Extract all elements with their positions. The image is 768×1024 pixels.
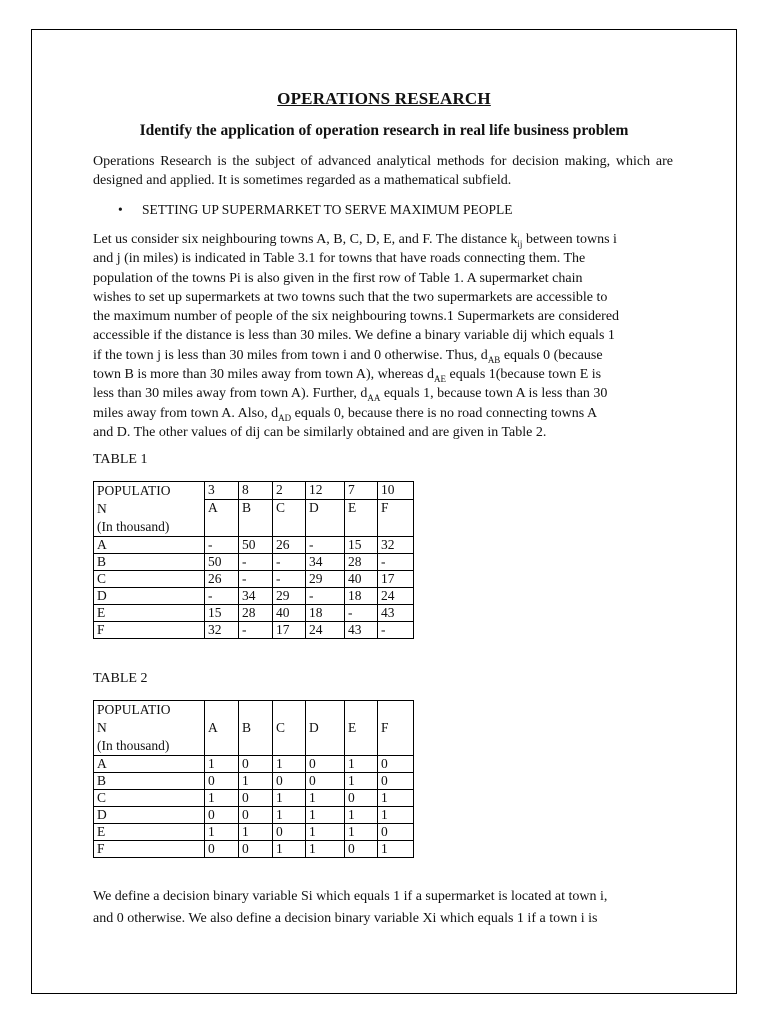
table-cell: 0 xyxy=(205,841,239,858)
table-row xyxy=(94,807,414,824)
table-cell: 1 xyxy=(239,773,273,790)
table-cell: 15 xyxy=(345,537,378,554)
row-label: D xyxy=(94,807,205,824)
table-row xyxy=(94,790,414,807)
table-cell: - xyxy=(378,554,414,571)
town-header-cell: D xyxy=(306,701,345,756)
table-row xyxy=(94,571,414,588)
table-row xyxy=(94,841,414,858)
table-row xyxy=(94,537,414,554)
table-row xyxy=(94,622,414,639)
row-label: A xyxy=(94,537,205,554)
paragraph-line: miles away from town A. Also, $d_{AD}$ equals 0, because there is no road connecting towns A xyxy=(93,405,598,423)
table-cell: 1 xyxy=(345,756,378,773)
problem-paragraph xyxy=(93,230,693,442)
table-cell: 32 xyxy=(205,622,239,639)
bullet-item xyxy=(118,202,512,218)
town-header-cell: B xyxy=(239,701,273,756)
town-header-cell: A xyxy=(205,499,239,536)
bullet-icon: • xyxy=(118,202,123,217)
table-cell: 1 xyxy=(273,756,306,773)
table-cell: 0 xyxy=(273,824,306,841)
table1-header-cell: POPULATIO N (In thousand) xyxy=(94,482,205,537)
table-cell: 18 xyxy=(306,605,345,622)
table-cell: 50 xyxy=(205,554,239,571)
table-row xyxy=(94,588,414,605)
table2-label: TABLE 2 xyxy=(93,671,148,686)
table-cell: 28 xyxy=(345,554,378,571)
row-label: F xyxy=(94,622,205,639)
row-label: E xyxy=(94,605,205,622)
row-label: B xyxy=(94,554,205,571)
table-cell: 1 xyxy=(345,773,378,790)
table-cell: - xyxy=(205,588,239,605)
table-cell: 43 xyxy=(345,622,378,639)
table-cell: 1 xyxy=(273,807,306,824)
town-header-cell: E xyxy=(345,701,378,756)
table-cell: 0 xyxy=(345,790,378,807)
table-cell: - xyxy=(345,605,378,622)
table-cell: 18 xyxy=(345,588,378,605)
row-label: F xyxy=(94,841,205,858)
table-cell: 1 xyxy=(306,824,345,841)
paragraph-line: accessible if the distance is less than 30 miles. We define a binary variable dij which equals 1 xyxy=(93,328,615,344)
table-cell: 1 xyxy=(378,807,414,824)
document-subtitle: Identify the application of operation research in real life business problem xyxy=(139,122,629,139)
town-header-cell: C xyxy=(273,701,306,756)
table-cell: 1 xyxy=(306,841,345,858)
table-cell: 0 xyxy=(239,807,273,824)
table-cell: 15 xyxy=(205,605,239,622)
town-header-cell: C xyxy=(273,499,306,536)
table-cell: 1 xyxy=(273,841,306,858)
population-cell: 7 xyxy=(345,482,378,500)
paragraph-line: and 0 otherwise. We also define a decision binary variable Xi which equals 1 if a town i is xyxy=(93,911,598,926)
table-cell: - xyxy=(239,554,273,571)
paragraph-line: if the town j is less than 30 miles from town i and 0 otherwise. Thus, $d_{AB}$ equals 0 (because xyxy=(93,347,603,365)
table-row xyxy=(94,605,414,622)
table2-accessibility xyxy=(93,700,414,858)
table-cell: 1 xyxy=(345,824,378,841)
table-cell: 24 xyxy=(306,622,345,639)
paragraph-line: and j (in miles) is indicated in Table 3.1 for towns that have roads connecting them. The xyxy=(93,251,586,267)
table-cell: 29 xyxy=(273,588,306,605)
table-cell: 28 xyxy=(239,605,273,622)
table-row xyxy=(94,554,414,571)
table-cell: 50 xyxy=(239,537,273,554)
table-cell: 40 xyxy=(273,605,306,622)
row-label: D xyxy=(94,588,205,605)
intro-paragraph: Operations Research is the subject of advanced analytical methods for decision making, which are designed and applied. It is sometimes regarded as a mathematical subfield. xyxy=(93,154,673,188)
table-cell: 0 xyxy=(345,841,378,858)
table-cell: 1 xyxy=(306,807,345,824)
table-cell: 0 xyxy=(239,841,273,858)
population-cell: 2 xyxy=(273,482,306,500)
row-label: E xyxy=(94,824,205,841)
table-row xyxy=(94,773,414,790)
population-cell: 10 xyxy=(378,482,414,500)
row-label: C xyxy=(94,790,205,807)
town-header-cell: F xyxy=(378,701,414,756)
table-cell: - xyxy=(306,537,345,554)
table-cell: 0 xyxy=(306,756,345,773)
paragraph-line: the maximum number of people of the six neighbouring towns.1 Supermarkets are considered xyxy=(93,309,620,325)
table-cell: - xyxy=(239,571,273,588)
paragraph-line: town B is more than 30 miles away from town A), whereas $d_{AE}$ equals 1(because town E is xyxy=(93,367,602,384)
table-cell: 1 xyxy=(345,807,378,824)
table-cell: 0 xyxy=(378,824,414,841)
document-title: OPERATIONS RESEARCH xyxy=(277,89,491,108)
population-cell: 12 xyxy=(306,482,345,500)
population-cell: 8 xyxy=(239,482,273,500)
table2-header-cell: POPULATIO N (In thousand) xyxy=(94,701,205,756)
table-cell: 1 xyxy=(306,790,345,807)
table-cell: 1 xyxy=(378,841,414,858)
table-cell: 17 xyxy=(273,622,306,639)
table-cell: - xyxy=(239,622,273,639)
table-cell: 24 xyxy=(378,588,414,605)
table-cell: 0 xyxy=(306,773,345,790)
closing-paragraph xyxy=(93,886,693,930)
table-cell: 1 xyxy=(205,790,239,807)
table-cell: 1 xyxy=(378,790,414,807)
paragraph-line: and D. The other values of dij can be similarly obtained and are given in Table 2. xyxy=(93,424,547,440)
table-cell: 43 xyxy=(378,605,414,622)
table-cell: 1 xyxy=(239,824,273,841)
table-cell: - xyxy=(306,588,345,605)
table-cell: 0 xyxy=(205,773,239,790)
table-cell: 29 xyxy=(306,571,345,588)
row-label: C xyxy=(94,571,205,588)
table-cell: 40 xyxy=(345,571,378,588)
table-cell: 0 xyxy=(239,756,273,773)
table-cell: - xyxy=(378,622,414,639)
table-cell: 0 xyxy=(378,773,414,790)
table-cell: 0 xyxy=(205,807,239,824)
paragraph-line: wishes to set up supermarkets at two towns such that the two supermarkets are accessible to xyxy=(93,289,608,305)
table1-distances xyxy=(93,481,414,639)
table-cell: 0 xyxy=(378,756,414,773)
table-row xyxy=(94,756,414,773)
town-header-cell: A xyxy=(205,701,239,756)
population-cell: 3 xyxy=(205,482,239,500)
table1-label: TABLE 1 xyxy=(93,452,148,467)
table-cell: 1 xyxy=(205,824,239,841)
paragraph-line: less than 30 miles away from town A). Further, $d_{AA}$ equals 1, because town A is less than 30 xyxy=(93,386,608,404)
table-cell: - xyxy=(273,571,306,588)
table-cell: 34 xyxy=(306,554,345,571)
table-cell: 17 xyxy=(378,571,414,588)
town-header-cell: B xyxy=(239,499,273,536)
table-cell: 26 xyxy=(273,537,306,554)
paragraph-line: Let us consider six neighbouring towns A, B, C, D, E, and F. The distance $k_{ij}$ between towns i xyxy=(93,232,617,249)
table-row xyxy=(94,824,414,841)
row-label: B xyxy=(94,773,205,790)
table-cell: 32 xyxy=(378,537,414,554)
table-cell: 1 xyxy=(205,756,239,773)
table-cell: 0 xyxy=(273,773,306,790)
table-cell: - xyxy=(273,554,306,571)
paragraph-line: We define a decision binary variable Si which equals 1 if a supermarket is located at town i, xyxy=(93,889,608,904)
town-header-cell: F xyxy=(378,499,414,536)
bullet-text: SETTING UP SUPERMARKET TO SERVE MAXIMUM PEOPLE xyxy=(142,202,513,217)
town-header-cell: D xyxy=(306,499,345,536)
table-cell: 26 xyxy=(205,571,239,588)
row-label: A xyxy=(94,756,205,773)
table-cell: - xyxy=(205,537,239,554)
paragraph-line: population of the towns Pi is also given in the first row of Table 1. A supermarket chain xyxy=(93,270,583,286)
table-cell: 0 xyxy=(239,790,273,807)
town-header-cell: E xyxy=(345,499,378,536)
table-cell: 1 xyxy=(273,790,306,807)
table-cell: 34 xyxy=(239,588,273,605)
